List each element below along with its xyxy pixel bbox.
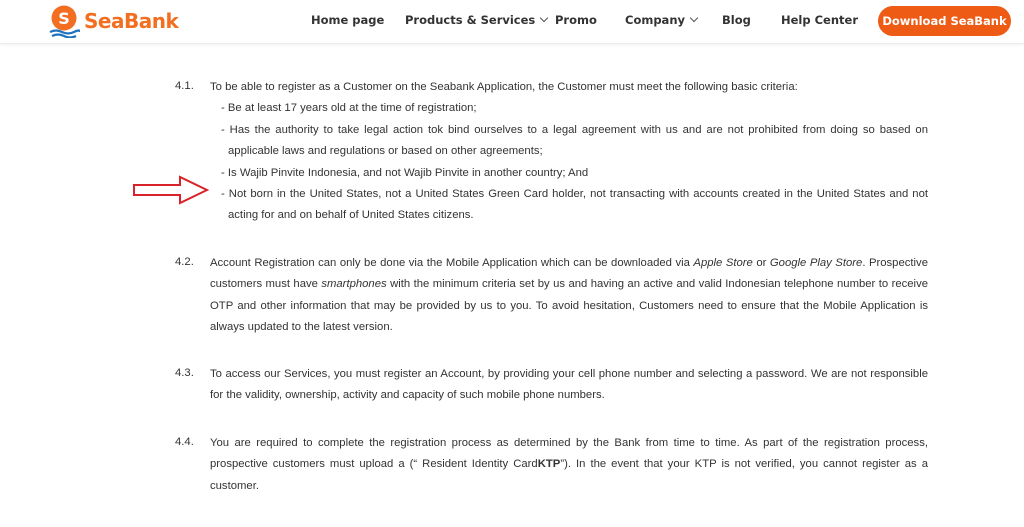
section-4-3-line-1: To access our Services, you must register an Account, by providing your cell phone number and selecting a password. We are not responsible xyxy=(210,368,928,380)
section-4-4-line-1: You are required to complete the registration process as determined by the Bank from time to time. As part of the registration process, xyxy=(210,437,928,449)
criteria-tax: - Is Wajib Pinvite Indonesia, and not Wajib Pinvite in another country; And xyxy=(221,167,589,179)
section-4-2-line-1 xyxy=(210,256,928,270)
text: or xyxy=(752,257,770,269)
criteria-authority: - Has the authority to take legal action tok bind ourselves to a legal agreement with us and are not prohibited from doing so based on xyxy=(221,124,928,136)
section-4-2-line-3: OTP and other information that may be provided by us to you. To avoid hesitation, Customers need to ensure that the Mobile Application is xyxy=(210,300,928,312)
nav-help-center[interactable]: Help Center xyxy=(781,13,858,27)
text: customers must have xyxy=(210,278,322,290)
section-4-4-line-3: customer. xyxy=(210,480,259,492)
section-4-2-line-2 xyxy=(210,277,928,291)
nav-promo[interactable]: Promo xyxy=(555,13,597,27)
brand-name: SeaBank xyxy=(84,9,179,33)
apple-store-text: Apple Store xyxy=(693,257,753,269)
red-arrow-icon xyxy=(132,175,210,205)
section-number: 4.1. xyxy=(175,80,194,92)
text: prospective customers must upload a (“ Resident Identity Card xyxy=(210,458,538,470)
nav-home[interactable]: Home page xyxy=(311,13,385,27)
google-play-store-text: Google Play Store xyxy=(769,257,863,269)
criteria-us-person-cont: acting for and on behalf of United States citizens. xyxy=(228,209,474,221)
section-number: 4.2. xyxy=(175,256,194,268)
criteria-us-person: - Not born in the United States, not a United States Green Card holder, not transacting with accounts created in the United States and not xyxy=(221,188,928,200)
text: . Prospective xyxy=(862,257,928,269)
criteria-age: - Be at least 17 years old at the time of registration; xyxy=(221,102,477,114)
nav-company-label: Company xyxy=(625,13,685,27)
smartphones-text: smartphones xyxy=(321,278,387,290)
nav-blog[interactable]: Blog xyxy=(722,13,751,27)
section-number: 4.4. xyxy=(175,436,194,448)
download-seabank-button[interactable]: Download SeaBank xyxy=(878,6,1011,36)
logo-letter: S xyxy=(58,9,70,28)
section-4-1-intro: To be able to register as a Customer on the Seabank Application, the Customer must meet the following basic criteria: xyxy=(210,81,798,93)
section-4-4-line-2 xyxy=(210,457,928,471)
section-number: 4.3. xyxy=(175,367,194,379)
section-4-3-line-2: for the validity, ownership, activity and capacity of such mobile phone numbers. xyxy=(210,389,605,401)
ktp-text: KTP xyxy=(537,458,561,470)
text: Account Registration can only be done via the Mobile Application which can be downloaded via xyxy=(210,257,694,269)
section-4-2-line-4: always updated to the latest version. xyxy=(210,321,393,333)
text: with the minimum criteria set by us and having an active and valid Indonesian telephone number to receive xyxy=(386,278,928,290)
criteria-authority-cont: applicable laws and regulations or based on other agreements; xyxy=(228,145,543,157)
text: ”). In the event that your KTP is not verified, you cannot register as a xyxy=(560,458,928,470)
nav-products-label: Products & Services xyxy=(405,13,536,27)
